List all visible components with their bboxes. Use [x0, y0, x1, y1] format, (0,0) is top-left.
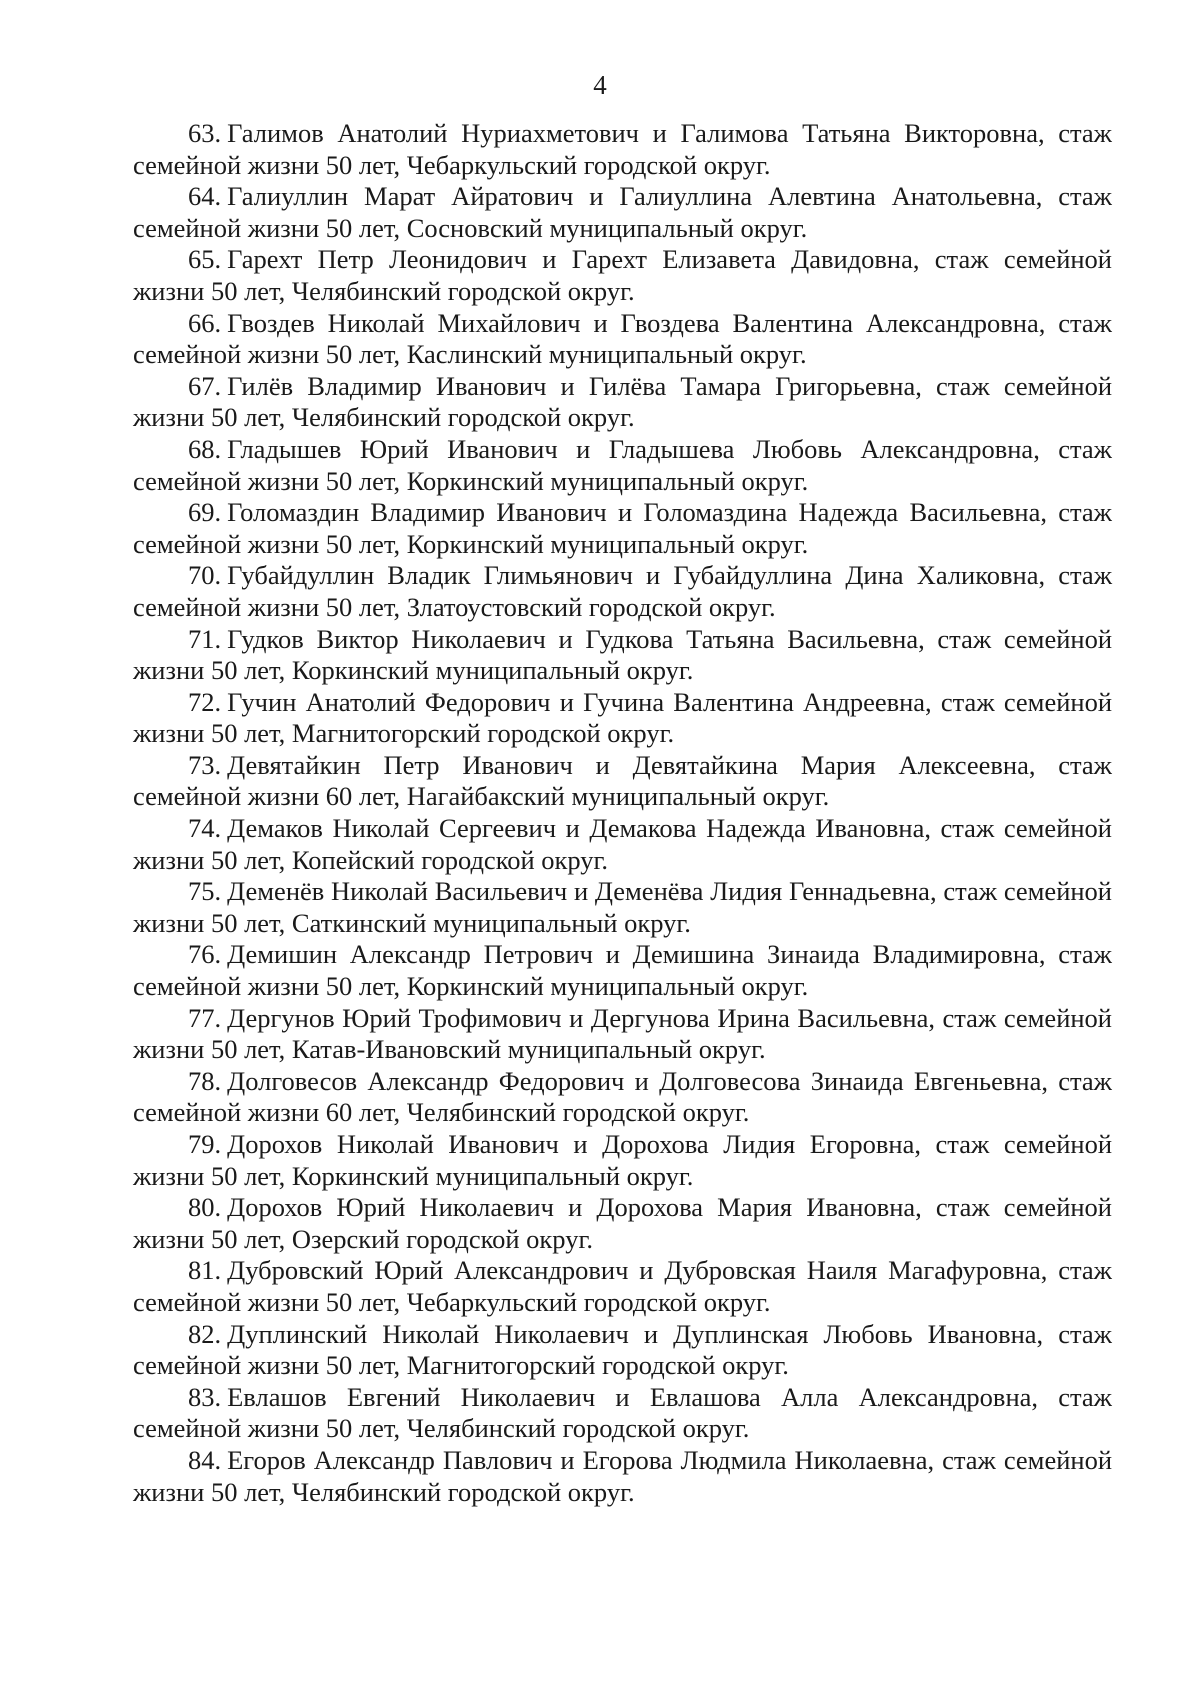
item-number: 68. [188, 433, 222, 464]
list-item [133, 1129, 1112, 1192]
item-text: Губайдуллин Владик Глимьянович и Губайдуллина Дина Халиковна, стаж семейной жизни 50 лет, Златоустовский городской округ. [133, 560, 1112, 622]
item-text: Долговесов Александр Федорович и Долговесова Зинаида Евгеньевна, стаж семейной жизни 60 лет, Челябинский городской округ. [133, 1065, 1112, 1128]
item-number: 63. [188, 118, 222, 148]
list-item [133, 750, 1112, 813]
item-number: 83. [188, 1381, 222, 1412]
item-text: Гилёв Владимир Иванович и Гилёва Тамара Григорьевна, стаж семейной жизни 50 лет, Челябинский городской округ. [133, 370, 1112, 433]
item-number: 71. [188, 623, 222, 654]
item-number: 64. [188, 181, 222, 212]
list-item [133, 1319, 1112, 1382]
item-number: 66. [188, 307, 222, 338]
list-item [133, 1445, 1112, 1508]
list-item [133, 308, 1112, 371]
item-number: 72. [188, 686, 222, 717]
item-text: Егоров Александр Павлович и Егорова Людмила Николаевна, стаж семейной жизни 50 лет, Челябинский городской округ. [133, 1444, 1112, 1507]
item-number: 79. [188, 1129, 222, 1159]
item-number: 75. [188, 876, 222, 907]
list-item [133, 371, 1112, 434]
list-item [133, 1192, 1112, 1255]
page-number: 4 [593, 70, 607, 100]
list-item [133, 244, 1112, 307]
item-text: Галиуллин Марат Айратович и Галиуллина Алевтина Анатольевна, стаж семейной жизни 50 лет, Сосновский муниципальный округ. [133, 181, 1112, 243]
item-text: Гудков Виктор Николаевич и Гудкова Татьяна Васильевна, стаж семейной жизни 50 лет, Коркинский муниципальный округ. [133, 623, 1112, 686]
item-text: Девятайкин Петр Иванович и Девятайкина Мария Алексеевна, стаж семейной жизни 60 лет, Нагайбакский муниципальный округ. [133, 749, 1112, 812]
item-number: 73. [188, 749, 222, 780]
item-text: Деменёв Николай Васильевич и Деменёва Лидия Геннадьевна, стаж семейной жизни 50 лет, Саткинский муниципальный округ. [133, 876, 1112, 938]
item-number: 77. [188, 1002, 222, 1033]
item-text: Евлашов Евгений Николаевич и Евлашова Алла Александровна, стаж семейной жизни 50 лет, Челябинский городской округ. [133, 1381, 1112, 1444]
item-text: Дорохов Юрий Николаевич и Дорохова Мария Ивановна, стаж семейной жизни 50 лет, Озерский городской округ. [133, 1192, 1112, 1254]
item-number: 84. [188, 1444, 222, 1475]
list-item [133, 434, 1112, 497]
item-text: Демаков Николай Сергеевич и Демакова Надежда Ивановна, стаж семейной жизни 50 лет, Копейский городской округ. [133, 813, 1112, 875]
list-item [133, 624, 1112, 687]
list-item [133, 1382, 1112, 1445]
item-number: 67. [188, 370, 222, 401]
item-text: Дергунов Юрий Трофимович и Дергунова Ирина Васильевна, стаж семейной жизни 50 лет, Катав-Ивановский муниципальный округ. [133, 1002, 1112, 1065]
list-item [133, 181, 1112, 244]
item-text: Гарехт Петр Леонидович и Гарехт Елизавета Давидовна, стаж семейной жизни 50 лет, Челябинский городской округ. [133, 244, 1112, 306]
list-item [133, 939, 1112, 1002]
item-text: Дуплинский Николай Николаевич и Дуплинская Любовь Ивановна, стаж семейной жизни 50 лет, Магнитогорский городской округ. [133, 1318, 1112, 1381]
list-item [133, 118, 1112, 181]
list-item [133, 1255, 1112, 1318]
list-item [133, 1066, 1112, 1129]
list-item [133, 813, 1112, 876]
item-text: Дорохов Николай Иванович и Дорохова Лидия Егоровна, стаж семейной жизни 50 лет, Коркинский муниципальный округ. [133, 1129, 1112, 1191]
item-text: Гвоздев Николай Михайлович и Гвоздева Валентина Александровна, стаж семейной жизни 50 лет, Каслинский муниципальный округ. [133, 307, 1112, 370]
item-number: 80. [188, 1192, 222, 1223]
item-number: 65. [188, 244, 222, 275]
item-text: Гладышев Юрий Иванович и Гладышева Любовь Александровна, стаж семейной жизни 50 лет, Коркинский муниципальный округ. [133, 433, 1112, 496]
item-number: 82. [188, 1318, 222, 1349]
award-list [133, 118, 1112, 1508]
item-number: 78. [188, 1065, 222, 1096]
item-text: Голомаздин Владимир Иванович и Голомаздина Надежда Васильевна, стаж семейной жизни 50 лет, Коркинский муниципальный округ. [133, 497, 1112, 559]
list-item [133, 1003, 1112, 1066]
list-item [133, 497, 1112, 560]
list-item [133, 560, 1112, 623]
item-text: Демишин Александр Петрович и Демишина Зинаида Владимировна, стаж семейной жизни 50 лет, Коркинский муниципальный округ. [133, 939, 1112, 1002]
list-item [133, 876, 1112, 939]
item-text: Дубровский Юрий Александрович и Дубровская Наиля Магафуровна, стаж семейной жизни 50 лет, Чебаркульский городской округ. [133, 1255, 1112, 1317]
item-number: 74. [188, 813, 222, 844]
item-number: 81. [188, 1255, 222, 1286]
item-text: Гучин Анатолий Федорович и Гучина Валентина Андреевна, стаж семейной жизни 50 лет, Магнитогорский городской округ. [133, 686, 1112, 749]
item-number: 76. [188, 939, 222, 970]
item-text: Галимов Анатолий Нуриахметович и Галимова Татьяна Викторовна, стаж семейной жизни 50 лет, Чебаркульский городской округ. [133, 118, 1112, 180]
item-number: 70. [188, 560, 222, 591]
list-item [133, 687, 1112, 750]
item-number: 69. [188, 497, 222, 528]
